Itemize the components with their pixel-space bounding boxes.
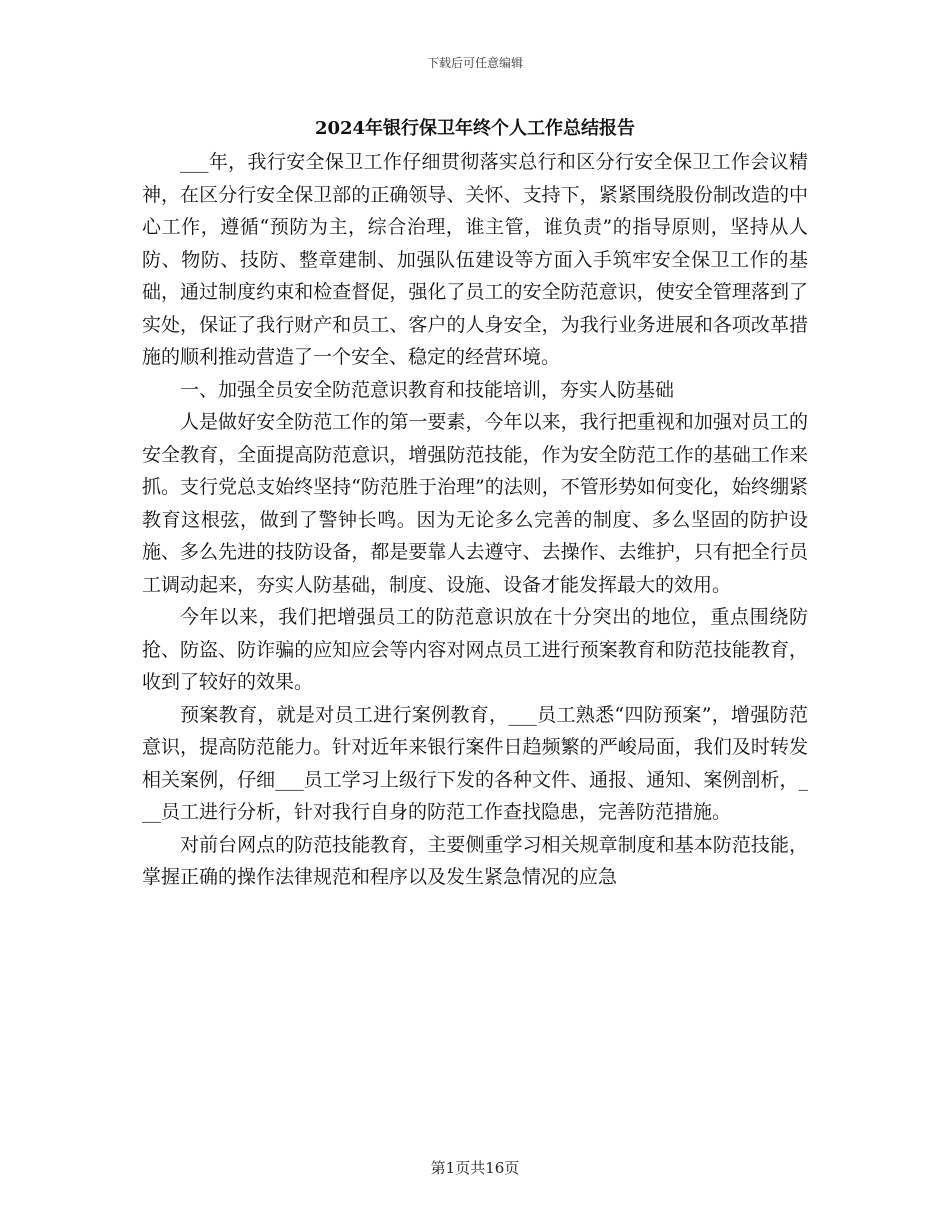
page-number: 第1页共16页 <box>430 1159 520 1177</box>
paragraph-people-factor: 人是做好安全防范工作的第一要素，今年以来，我行把重视和加强对员工的安全教育，全面提高防范意识，增强防范技能，作为安全防范工作的基础工作来抓。支行党总支始终坚持“防范胜于治理”的法则，不管形势如何变化，始终绷紧教育这根弦，做到了警钟长鸣。因为无论多么完善的制度、多么坚固的防护设施、多么先进的技防设备，都是要靠人去遵守、去操作、去维护，只有把全行员工调动起来，夯实人防基础，制度、设施、设备才能发挥最大的效用。 <box>142 411 808 596</box>
paragraph-skills-education: 对前台网点的防范技能教育，主要侧重学习相关规章制度和基本防范技能，掌握正确的操作法律规范和程序以及发生紧急情况的应急 <box>142 833 808 888</box>
paragraph-intro: ___年，我行安全保卫工作仔细贯彻落实总行和区分行安全保卫工作会议精神，在区分行安全保卫部的正确领导、关怀、支持下，紧紧围绕股份制改造的中心工作，遵循“预防为主，综合治理，谁主管，谁负责”的指导原则，坚持从人防、物防、技防、整章建制、加强队伍建设等方面入手筑牢安全保卫工作的基础，通过制度约束和检查督促，强化了员工的安全防范意识，使安全管理落到了实处，保证了我行财产和员工、客户的人身安全，为我行业务进展和各项改革措施的顺利推动营造了一个安全、稳定的经营环境。 <box>142 151 808 368</box>
document-body <box>142 112 808 894</box>
section-heading-1: 一、加强全员安全防范意识教育和技能培训，夯实人防基础 <box>180 378 675 401</box>
header-note: 下载后可任意编辑 <box>426 56 523 70</box>
document-title: 2024年银行保卫年终个人工作总结报告 <box>314 118 636 139</box>
paragraph-awareness: 今年以来，我们把增强员工的防范意识放在十分突出的地位，重点围绕防抢、防盗、防诈骗的应知应会等内容对网点员工进行预案教育和防范技能教育，收到了较好的效果。 <box>142 606 808 693</box>
paragraph-plan-education: 预案教育，就是对员工进行案例教育，___员工熟悉“四防预案”，增强防范意识，提高防范能力。针对近年来银行案件日趋频繁的严峻局面，我们及时转发相关案例，仔细___员工学习上级行下发的各种文件、通报、通知、案例剖析，___员工进行分析，针对我行自身的防范工作查找隐患，完善防范措施。 <box>142 703 808 823</box>
